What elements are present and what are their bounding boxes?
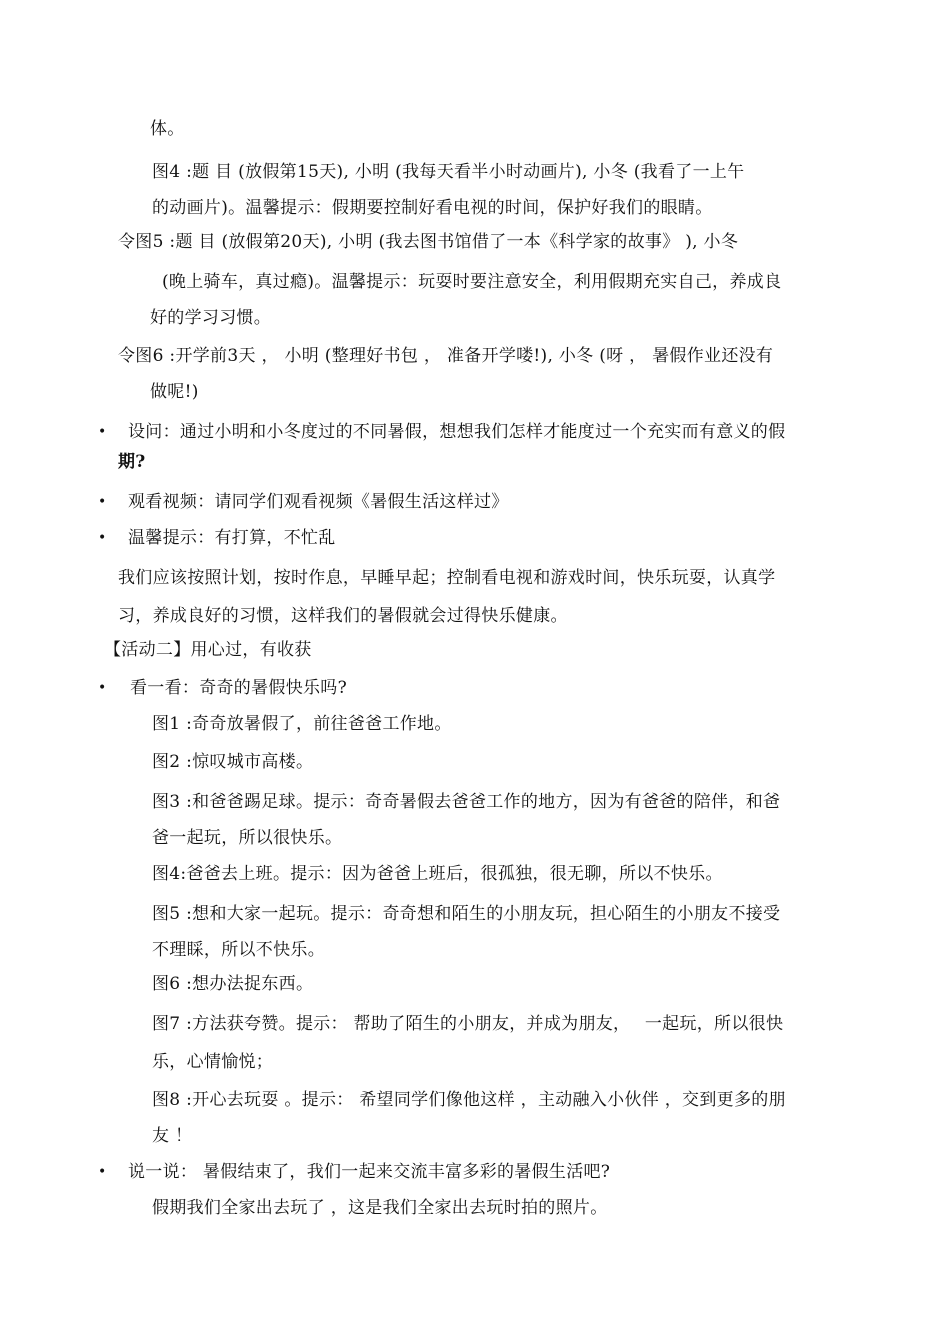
text-line: (晚上骑车，真过瘾)。温馨提示：玩耍时要注意安全，利用假期充实自己，养成良 [162, 272, 782, 292]
text-line: 的动画片)。温馨提示：假期要控制好看电视的时间，保护好我们的眼睛。 [152, 198, 713, 218]
text-line: 不理睬，所以不快乐。 [152, 940, 325, 960]
text-line: 图3 :和爸爸踢足球。提示：奇奇暑假去爸爸工作的地方，因为有爸爸的陪伴，和爸 [152, 792, 781, 812]
bullet-marker: • [98, 680, 107, 696]
text-line: 图4 :题 目 (放假第15天), 小明 (我每天看半小时动画片), 小冬 (我看了一上午 [152, 162, 745, 182]
bullet-marker: • [98, 424, 107, 440]
text-line: 期? [118, 452, 146, 472]
text-line: 温馨提示：有打算，不忙乱 [128, 528, 336, 548]
text-line: 体。 [150, 119, 185, 139]
section-heading: 【活动二】用心过，有收获 [104, 640, 312, 660]
text-line: 我们应该按照计划，按时作息，早睡早起；控制看电视和游戏时间，快乐玩耍，认真学 [118, 568, 776, 588]
bullet-marker: • [98, 530, 107, 546]
text-line: 设问：通过小明和小冬度过的不同暑假，想想我们怎样才能度过一个充实而有意义的假 [128, 422, 786, 442]
text-line: 习，养成良好的习惯，这样我们的暑假就会过得快乐健康。 [118, 606, 568, 626]
text-line: 友 ！ [152, 1126, 193, 1146]
text-line: 观看视频：请同学们观看视频《暑假生活这样过》 [128, 492, 509, 512]
text-line: 看一看：奇奇的暑假快乐吗? [130, 678, 348, 698]
bullet-marker: • [98, 1164, 107, 1180]
text-line: 图1 :奇奇放暑假了，前往爸爸工作地。 [152, 714, 452, 734]
text-line: 令图6 :开学前3天 ， 小明 (整理好书包 ， 准备开学喽!), 小冬 (呀 ， 暑假作业还没有 [118, 346, 774, 366]
text-line: 图4:爸爸去上班。提示：因为爸爸上班后，很孤独，很无聊，所以不快乐。 [152, 864, 723, 884]
text-line: 图6 :想办法捉东西。 [152, 974, 314, 994]
text-line: 说一说： 暑假结束了，我们一起来交流丰富多彩的暑假生活吧? [128, 1162, 611, 1182]
text-line: 令图5 :题 目 (放假第20天), 小明 (我去图书馆借了一本《科学家的故事》 ), 小冬 [118, 232, 739, 252]
bullet-marker: • [98, 494, 107, 510]
text-line: 乐，心情愉悦； [152, 1052, 274, 1072]
text-line: 爸一起玩，所以很快乐。 [152, 828, 343, 848]
text-line: 假期我们全家出去玩了 ，这是我们全家出去玩时拍的照片。 [152, 1198, 608, 1218]
text-line: 图2 :惊叹城市高楼。 [152, 752, 314, 772]
text-line: 好的学习习惯。 [150, 308, 272, 328]
text-line: 图5 :想和大家一起玩。提示：奇奇想和陌生的小朋友玩，担心陌生的小朋友不接受 [152, 904, 781, 924]
text-line: 做呢!) [150, 382, 199, 402]
text-line: 图8 :开心去玩耍 。提示： 希望同学们像他这样 ，主动融入小伙伴 ，交到更多的朋 [152, 1090, 786, 1110]
text-line: 图7 :方法获夸赞。提示： 帮助了陌生的小朋友，并成为朋友， 一起玩，所以很快 [152, 1014, 784, 1034]
